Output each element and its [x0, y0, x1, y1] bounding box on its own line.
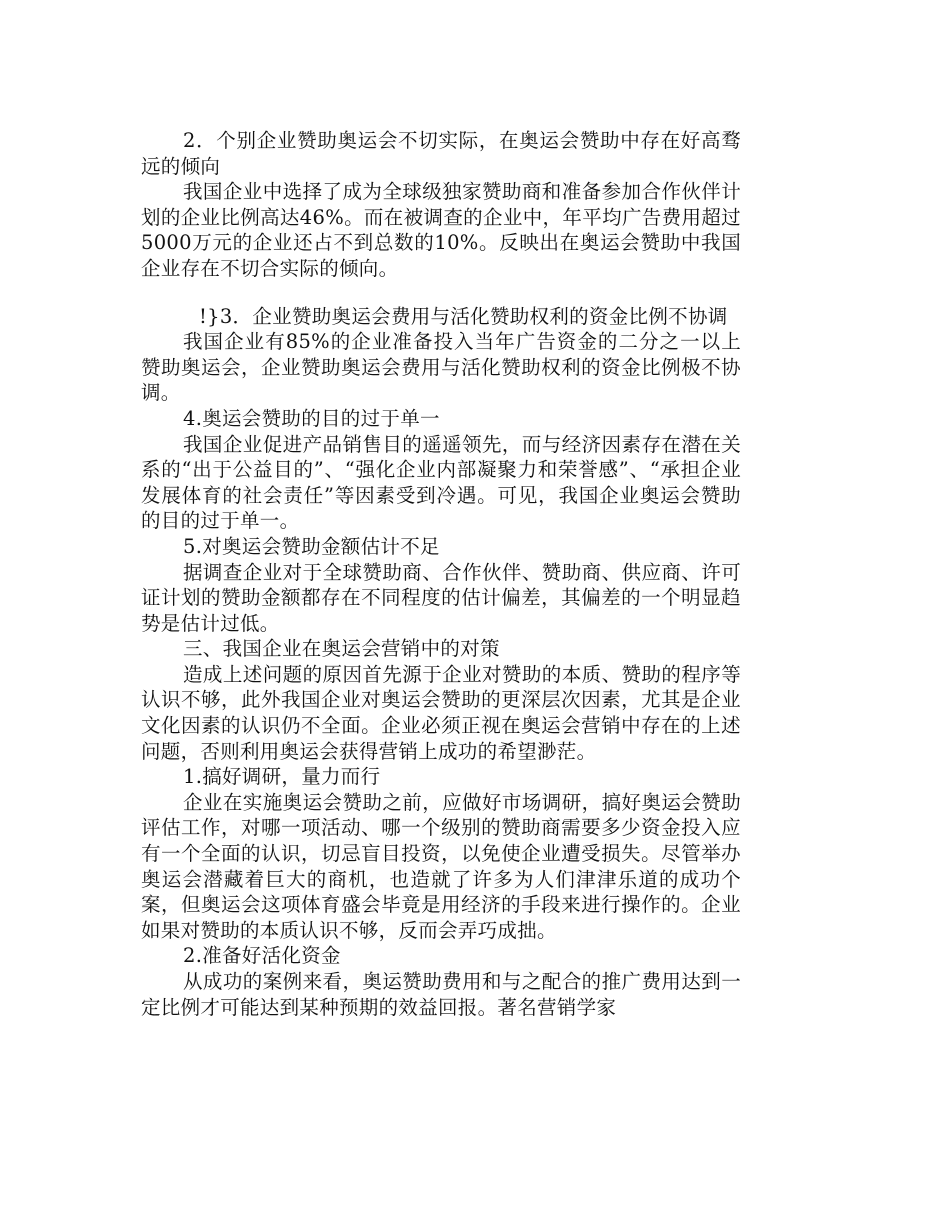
heading-3-funding-imbalance: !}3．企业赞助奥运会费用与活化赞助权利的资金比例不协调 [199, 304, 728, 328]
paragraph-market-research: 企业在实施奥运会赞助之前，应做好市场调研，搞好奥运会赞助评估工作，对哪一项活动、哪一个级别的赞助商需要多少资金投入应有一个全面的认识，切忌盲目投资，以免使企业遭受损失。尽管举办奥运会潜藏着巨大的商机，也造就了许多为人们津津乐道的成功个案，但奥运会这项体育盛会毕竟是用经济的手段来进行操作的。企业如果对赞助的本质认识不够，反而会弄巧成拙。 [141, 790, 741, 942]
heading-4-single-purpose: 4.奥运会赞助的目的过于单一 [183, 406, 440, 430]
heading-5-underestimation: 5.对奥运会赞助金额估计不足 [183, 534, 440, 558]
paragraph-46-percent: 我国企业中选择了成为全球级独家赞助商和准备参加合作伙伴计划的企业比例高达46%。而在被调查的企业中，年平均广告费用超过5000万元的企业还占不到总数的10%。反映出在奥运会赞助中我国企业存在不切合实际的倾向。 [141, 180, 741, 280]
document-body [141, 128, 741, 1020]
section-heading-countermeasures: 三、我国企业在奥运会营销中的对策 [183, 637, 500, 661]
paragraph-root-causes: 造成上述问题的原因首先源于企业对赞助的本质、赞助的程序等认识不够，此外我国企业对奥运会赞助的更深层次因素，尤其是企业文化因素的认识仍不全面。企业必须正视在奥运会营销中存在的上述问题，否则利用奥运会获得营销上成功的希望渺茫。 [141, 662, 741, 763]
paragraph-estimation-bias: 据调查企业对于全球赞助商、合作伙伴、赞助商、供应商、许可证计划的赞助金额都存在不同程度的估计偏差，其偏差的一个明显趋势是估计过低。 [141, 560, 741, 635]
heading-2-unrealistic-sponsorship: 2．个别企业赞助奥运会不切实际，在奥运会赞助中存在好高骛远的倾向 [141, 129, 741, 178]
paragraph-success-cases: 从成功的案例来看，奥运赞助费用和与之配合的推广费用达到一定比例才可能达到某种预期的效益回报。著名营销学家 [141, 970, 741, 1019]
paragraph-85-percent: 我国企业有85%的企业准备投入当年广告资金的二分之一以上赞助奥运会，企业赞助奥运会费用与活化赞助权利的资金比例极不协调。 [141, 330, 741, 405]
paragraph-sales-purpose: 我国企业促进产品销售目的遥遥领先，而与经济因素存在潜在关系的“出于公益目的”、“强化企业内部凝聚力和荣誉感”、“承担企业发展体育的社会责任”等因素受到冷遇。可见，我国企业奥运会赞助的目的过于单一。 [141, 432, 741, 533]
subheading-1-research: 1.搞好调研，量力而行 [183, 765, 381, 789]
subheading-2-activation-funds: 2.准备好活化资金 [183, 944, 341, 968]
